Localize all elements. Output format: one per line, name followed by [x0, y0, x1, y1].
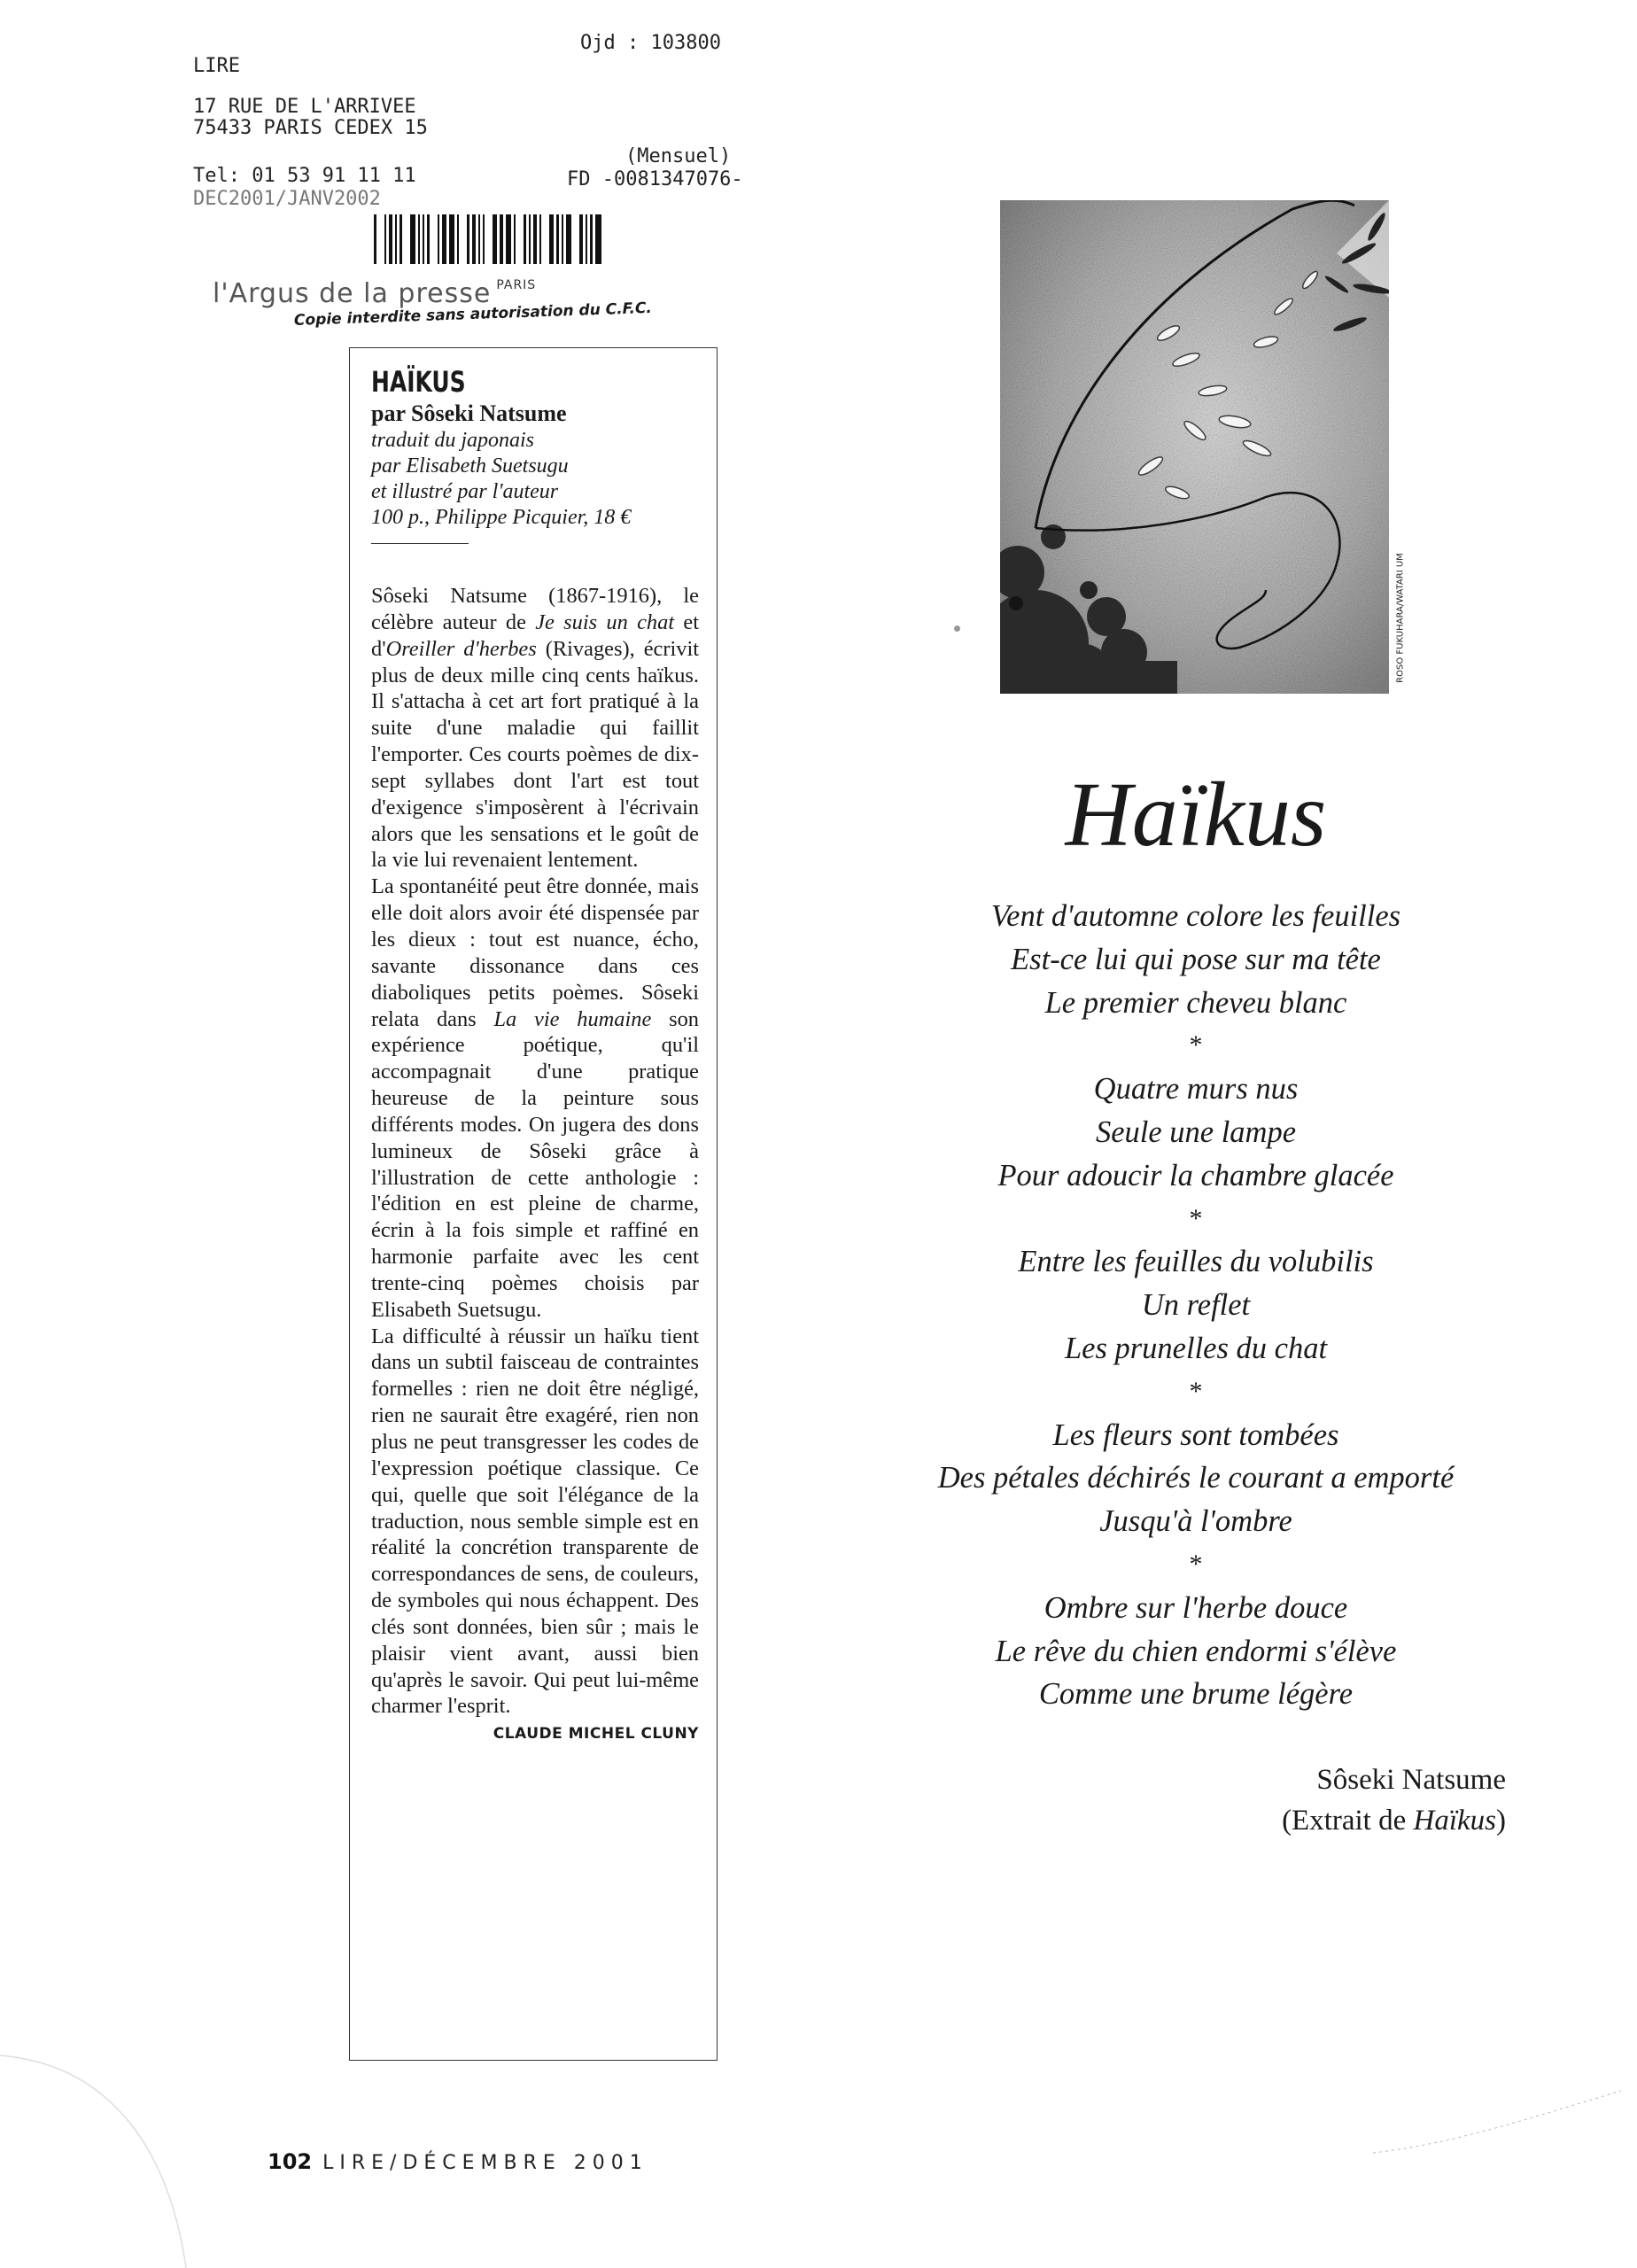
- stanza-5-line-3: Comme une brume légère: [1038, 1677, 1354, 1712]
- argus-city: PARIS: [496, 278, 537, 292]
- scan-dot: [954, 625, 960, 632]
- review-signature: CLAUDE MICHEL CLUNY: [493, 1725, 699, 1744]
- barcode-bar: [566, 214, 571, 264]
- barcode-bar: [395, 214, 397, 264]
- argus-label: l'Argus de la presse: [213, 278, 492, 309]
- barcode-bar: [423, 214, 424, 264]
- barcode-bar: [472, 214, 476, 264]
- barcode-bar: [500, 214, 503, 264]
- attribution-source: (Extrait de Haïkus): [1282, 1805, 1506, 1837]
- stanza-4-line-2: Des pétales déchirés le courant a emporté: [937, 1461, 1455, 1495]
- review-paragraph-3: La difficulté à réussir un haïku tient dans un subtil faisceau de contraintes formelles : rien ne doit être négligé, rien ne saurait être exagéré, rien non plus ne peut transgresser les codes de l'expression poétique classique. Ce qui, quelle que soit l'élégance de la traduction, nous semble simple est en réalité la concrétion transparente de correspondances de sens, de couleurs, de symboles qui nous échappent. Des clés sont données, bien sûr ; mais le plaisir vient avant, aussi bien qu'après le savoir. Qui peut lui-même charmer l'esprit.: [371, 1324, 699, 1719]
- copyright-notice: Copie interdite sans autorisation du C.F.C.: [293, 299, 653, 330]
- stanza-1-line-3: Le premier cheveu blanc: [1044, 985, 1347, 1020]
- review-meta-translator: par Elisabeth Suetsugu: [371, 454, 569, 478]
- barcode-bar: [389, 214, 392, 264]
- barcode-bar: [506, 214, 511, 264]
- photo-credit: ROSO FUKUHARA/WATARI UM: [1395, 553, 1406, 683]
- address-line-1: 17 RUE DE L'ARRIVEE: [193, 96, 416, 118]
- page-number: 102: [268, 2149, 313, 2174]
- barcode-bar: [514, 214, 516, 264]
- stanza-separator: *: [1189, 1030, 1203, 1060]
- stanza-separator: *: [1189, 1549, 1203, 1579]
- barcode-bar: [533, 214, 537, 264]
- poem-text: [850, 895, 1541, 1716]
- review-box: [349, 347, 718, 2061]
- review-paragraph-2: La spontanéité peut être donnée, mais elle doit alors avoir été dispensée par les dieux : tout est nuance, écho, savante dissonance dans ces diaboliques petits poèmes. Sôseki relata dans La vie humaine son expérience poétique, qu'il accompagnait d'une pratique heureuse de la peinture sous différents modes. On jugera des dons lumineux de Sôseki grâce à l'illustration de cette anthologie : l'édition en est pleine de charme, écrin à la fois simple et raffiné en harmonie parfaite avec les cent trente-cinq poèmes choisis par Elisabeth Suetsugu.: [371, 874, 699, 1322]
- stanza-3-line-3: Les prunelles du chat: [1064, 1331, 1328, 1365]
- telephone: Tel: 01 53 91 11 11: [193, 165, 416, 187]
- barcode-bar: [438, 214, 439, 264]
- barcode-bar: [467, 214, 469, 264]
- barcode-bar: [493, 214, 497, 264]
- barcode-bar: [384, 214, 386, 264]
- scan-edge-curve: [0, 2002, 230, 2268]
- barcode-bar: [478, 214, 480, 264]
- stanza-3-line-2: Un reflet: [1141, 1288, 1251, 1323]
- barcode-bar: [374, 214, 376, 264]
- period: DEC2001/JANV2002: [193, 188, 381, 210]
- review-meta-illustration: et illustré par l'auteur: [371, 480, 559, 503]
- barcode-bar: [590, 214, 593, 264]
- poem-title: Haïkus: [1065, 764, 1327, 866]
- scan-marks: [1364, 2082, 1630, 2162]
- barcode-bar: [410, 214, 415, 264]
- stanza-1-line-2: Est-ce lui qui pose sur ma tête: [1011, 942, 1381, 976]
- barcode-bar: [549, 214, 554, 264]
- stanza-5-line-2: Le rêve du chien endormi s'élève: [995, 1634, 1397, 1668]
- barcode-bar: [457, 214, 459, 264]
- stanza-4-line-3: Jusqu'à l'ombre: [1099, 1504, 1292, 1539]
- review-author: par Sôseki Natsume: [371, 400, 567, 426]
- stanza-2-line-1: Quatre murs nus: [1093, 1072, 1299, 1107]
- stanza-5-line-1: Ombre sur l'herbe douce: [1043, 1590, 1348, 1625]
- attribution-author: Sôseki Natsume: [1316, 1764, 1506, 1796]
- ojd-number: Ojd : 103800: [580, 32, 721, 54]
- poem-attribution: [1169, 1759, 1506, 1841]
- stanza-separator: *: [1189, 1376, 1203, 1406]
- stanza-3-line-1: Entre les feuilles du volubilis: [1018, 1245, 1374, 1279]
- barcode-bar: [595, 214, 601, 264]
- frequency: (Mensuel): [625, 145, 732, 167]
- barcode: [374, 214, 601, 264]
- stanza-1-line-1: Vent d'automne colore les feuilles: [990, 899, 1401, 933]
- review-title: HAÏKUS: [371, 365, 466, 399]
- address-line-2: 75433 PARIS CEDEX 15: [193, 117, 428, 139]
- barcode-bar: [483, 214, 485, 264]
- barcode-bar: [586, 214, 587, 264]
- stanza-2-line-2: Seule une lampe: [1095, 1115, 1297, 1149]
- stanza-4-line-1: Les fleurs sont tombées: [1052, 1418, 1339, 1452]
- barcode-bar: [562, 214, 563, 264]
- barcode-bar: [400, 214, 402, 264]
- publication-name: LIRE: [193, 55, 240, 77]
- barcode-bar: [524, 214, 526, 264]
- reference-number: FD -0081347076-: [567, 168, 743, 190]
- review-paragraph-1: Sôseki Natsume (1867-1916), le célèbre auteur de Je suis un chat et d'Oreiller d'herbes (Rivages), écrivit plus de deux mille cinq cents haïkus. Il s'attacha à cet art fort pratiqué à la suite d'une maladie qui faillit l'emporter. Ces courts poèmes de dix-sept syllabes dont l'art est tout d'exigence s'imposèrent à l'écrivain alors que les sensations et le goût de la vie lui revenaient lentement.: [371, 584, 699, 873]
- barcode-bar: [427, 214, 430, 264]
- page-footer: [268, 2149, 648, 2174]
- review-meta-publisher: 100 p., Philippe Picquier, 18 €: [371, 506, 632, 529]
- barcode-bar: [418, 214, 420, 264]
- issue-label: LIRE/DÉCEMBRE 2001: [322, 2152, 648, 2174]
- stanza-separator: *: [1189, 1203, 1203, 1233]
- barcode-bar: [449, 214, 454, 264]
- barcode-bar: [539, 214, 541, 264]
- haiku-illustration: [1000, 200, 1389, 694]
- barcode-bar: [579, 214, 583, 264]
- barcode-bar: [529, 214, 531, 264]
- review-divider: [371, 543, 469, 544]
- barcode-bar: [442, 214, 446, 264]
- barcode-bar: [556, 214, 559, 264]
- review-body: [371, 583, 699, 1720]
- stanza-2-line-3: Pour adoucir la chambre glacée: [997, 1158, 1394, 1192]
- review-meta-translation: traduit du japonais: [371, 429, 535, 452]
